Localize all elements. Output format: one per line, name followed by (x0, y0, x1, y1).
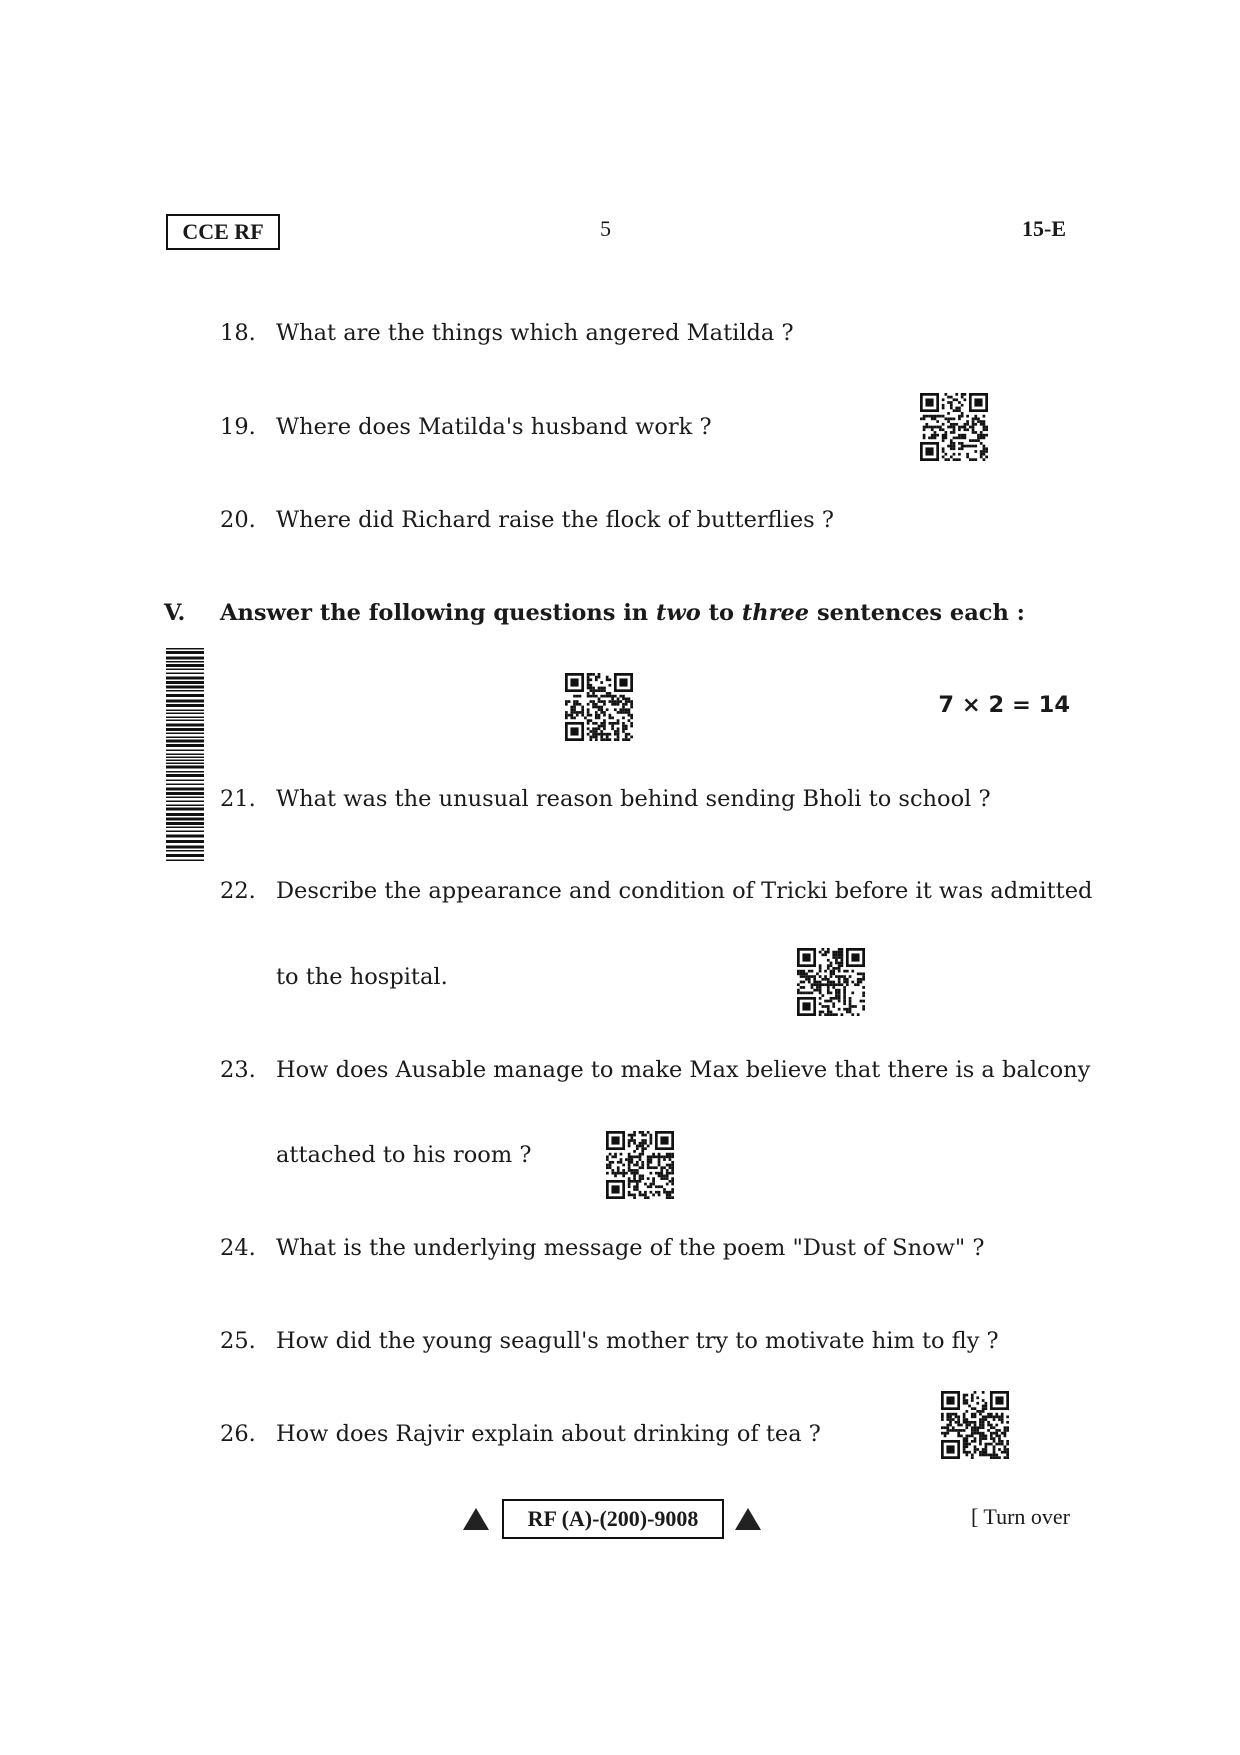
heading-em-two: two (656, 600, 701, 626)
question-text: Where does Matilda's husband work ? (276, 414, 712, 440)
question-number: 23. (220, 1057, 256, 1083)
section-marks: 7 × 2 = 14 (938, 692, 1070, 718)
question-number: 25. (220, 1328, 256, 1354)
question-number: 26. (220, 1421, 256, 1447)
triangle-up-icon (463, 1508, 489, 1530)
barcode-icon (166, 648, 204, 866)
question-text-line2: to the hospital. (276, 964, 448, 990)
qr-code-icon (920, 393, 988, 461)
question-text: What is the underlying message of the poem "Dust of Snow" ? (276, 1235, 985, 1261)
heading-pre: Answer the following questions in (220, 600, 657, 626)
footer-code-box (502, 1499, 724, 1539)
question-text: Where did Richard raise the flock of butterflies ? (276, 507, 834, 533)
page-number: 5 (600, 216, 611, 241)
qr-code-icon (606, 1131, 674, 1199)
question-number: 24. (220, 1235, 256, 1261)
question-number: 22. (220, 878, 256, 904)
heading-post: sentences each : (809, 600, 1025, 626)
heading-em-three: three (741, 600, 810, 626)
header-left-code: CCE RF (182, 219, 264, 244)
triangle-up-icon (735, 1508, 761, 1530)
section-heading (220, 600, 1025, 626)
turn-over-text: [ Turn over (970, 1504, 1070, 1529)
footer-code: RF (A)-(200)-9008 (527, 1506, 699, 1531)
qr-code-icon (565, 673, 633, 741)
question-number: 19. (220, 414, 256, 440)
question-text: What was the unusual reason behind sending Bholi to school ? (276, 786, 991, 812)
question-number: 20. (220, 507, 256, 533)
header-code-box (166, 214, 280, 250)
question-text-line2: attached to his room ? (276, 1142, 532, 1168)
question-text: Describe the appearance and condition of Tricki before it was admitted (276, 878, 1093, 904)
question-number: 18. (220, 320, 256, 346)
question-text: How did the young seagull's mother try to motivate him to fly ? (276, 1328, 999, 1354)
question-text: How does Ausable manage to make Max believe that there is a balcony (276, 1057, 1091, 1083)
question-text: What are the things which angered Matilda ? (276, 320, 794, 346)
question-number: 21. (220, 786, 256, 812)
qr-code-icon (797, 948, 865, 1016)
paper-code: 15-E (1022, 216, 1066, 241)
heading-mid: to (700, 600, 742, 626)
qr-code-icon (941, 1391, 1009, 1459)
section-label: V. (164, 600, 186, 626)
question-text: How does Rajvir explain about drinking of tea ? (276, 1421, 821, 1447)
